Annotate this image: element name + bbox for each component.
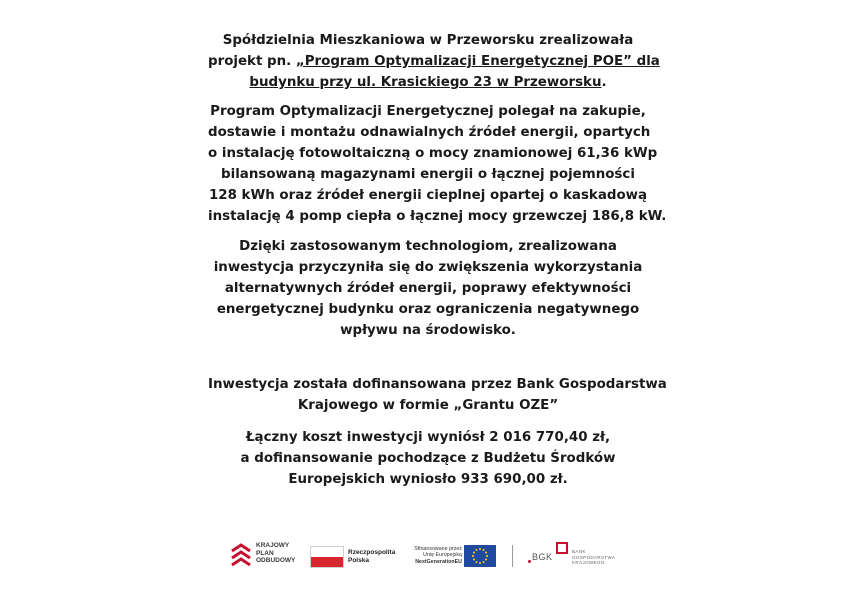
paragraph-funding: Inwestycja została dofinansowana przez Bank Gospodarstwa Krajowego w formie „Grantu OZE” — [208, 377, 667, 413]
bgk-logo: BGK BANK GOSPODARSTWA KRAJOWEGO — [520, 535, 630, 575]
bgk-square-icon — [556, 542, 568, 554]
paragraph-costs: Łączny koszt inwestycji wyniósł 2 016 770,40 zł, a dofinansowanie pochodzące z Budżetu Środków Europejskich wyniosło 933 690,00 zł. — [240, 430, 616, 487]
eu-flag-icon — [464, 545, 496, 567]
kpo-chevron-icon — [230, 541, 252, 569]
paragraph-benefits: Dzięki zastosowanym technologiom, zrealizowana inwestycja przyczyniła się do zwiększenia wykorzystania alternatywnych źródeł energii, poprawy efektywności energetycznej budynku oraz ograniczenia negatywnego wpływu na środowisko. — [213, 239, 643, 338]
project-address: budynku przy ul. Krasickiego 23 w Przeworsku — [249, 75, 602, 90]
paragraph-description: Program Optymalizacji Energetycznej polegał na zakupie, dostawie i montażu odnawialnych źródeł energii, opartych o instalację fotowoltaiczną o mocy znamionowej 61,36 kWp bilansowaną magazynami energii o łącznej pojemności 128 kWh oraz źródeł energii cieplnej opartej o kaskadową instalację 4 pomp ciepła o łącznej mocy grzewczej 186,8 kW. — [208, 104, 667, 224]
logo-divider — [512, 545, 513, 567]
paragraph-project: Spółdzielnia Mieszkaniowa w Przeworsku zrealizowała projekt pn. „Program Optymalizacji Energetycznej POE” dla budynku przy ul. Krasickiego 23 w Przeworsku. — [208, 33, 660, 90]
funding-logos-strip — [0, 535, 856, 575]
project-name: „Program Optymalizacji Energetycznej POE” dla — [295, 54, 660, 69]
kpo-logo: KRAJOWY PLAN ODBUDOWY — [230, 535, 310, 575]
eu-logo: Sfinansowane przez Unię Europejską NextGenerationEU — [402, 535, 512, 575]
poland-flag-icon — [310, 546, 344, 568]
announcement-text — [208, 30, 667, 490]
rzeczpospolita-logo: Rzeczpospolita Polska — [310, 535, 400, 575]
